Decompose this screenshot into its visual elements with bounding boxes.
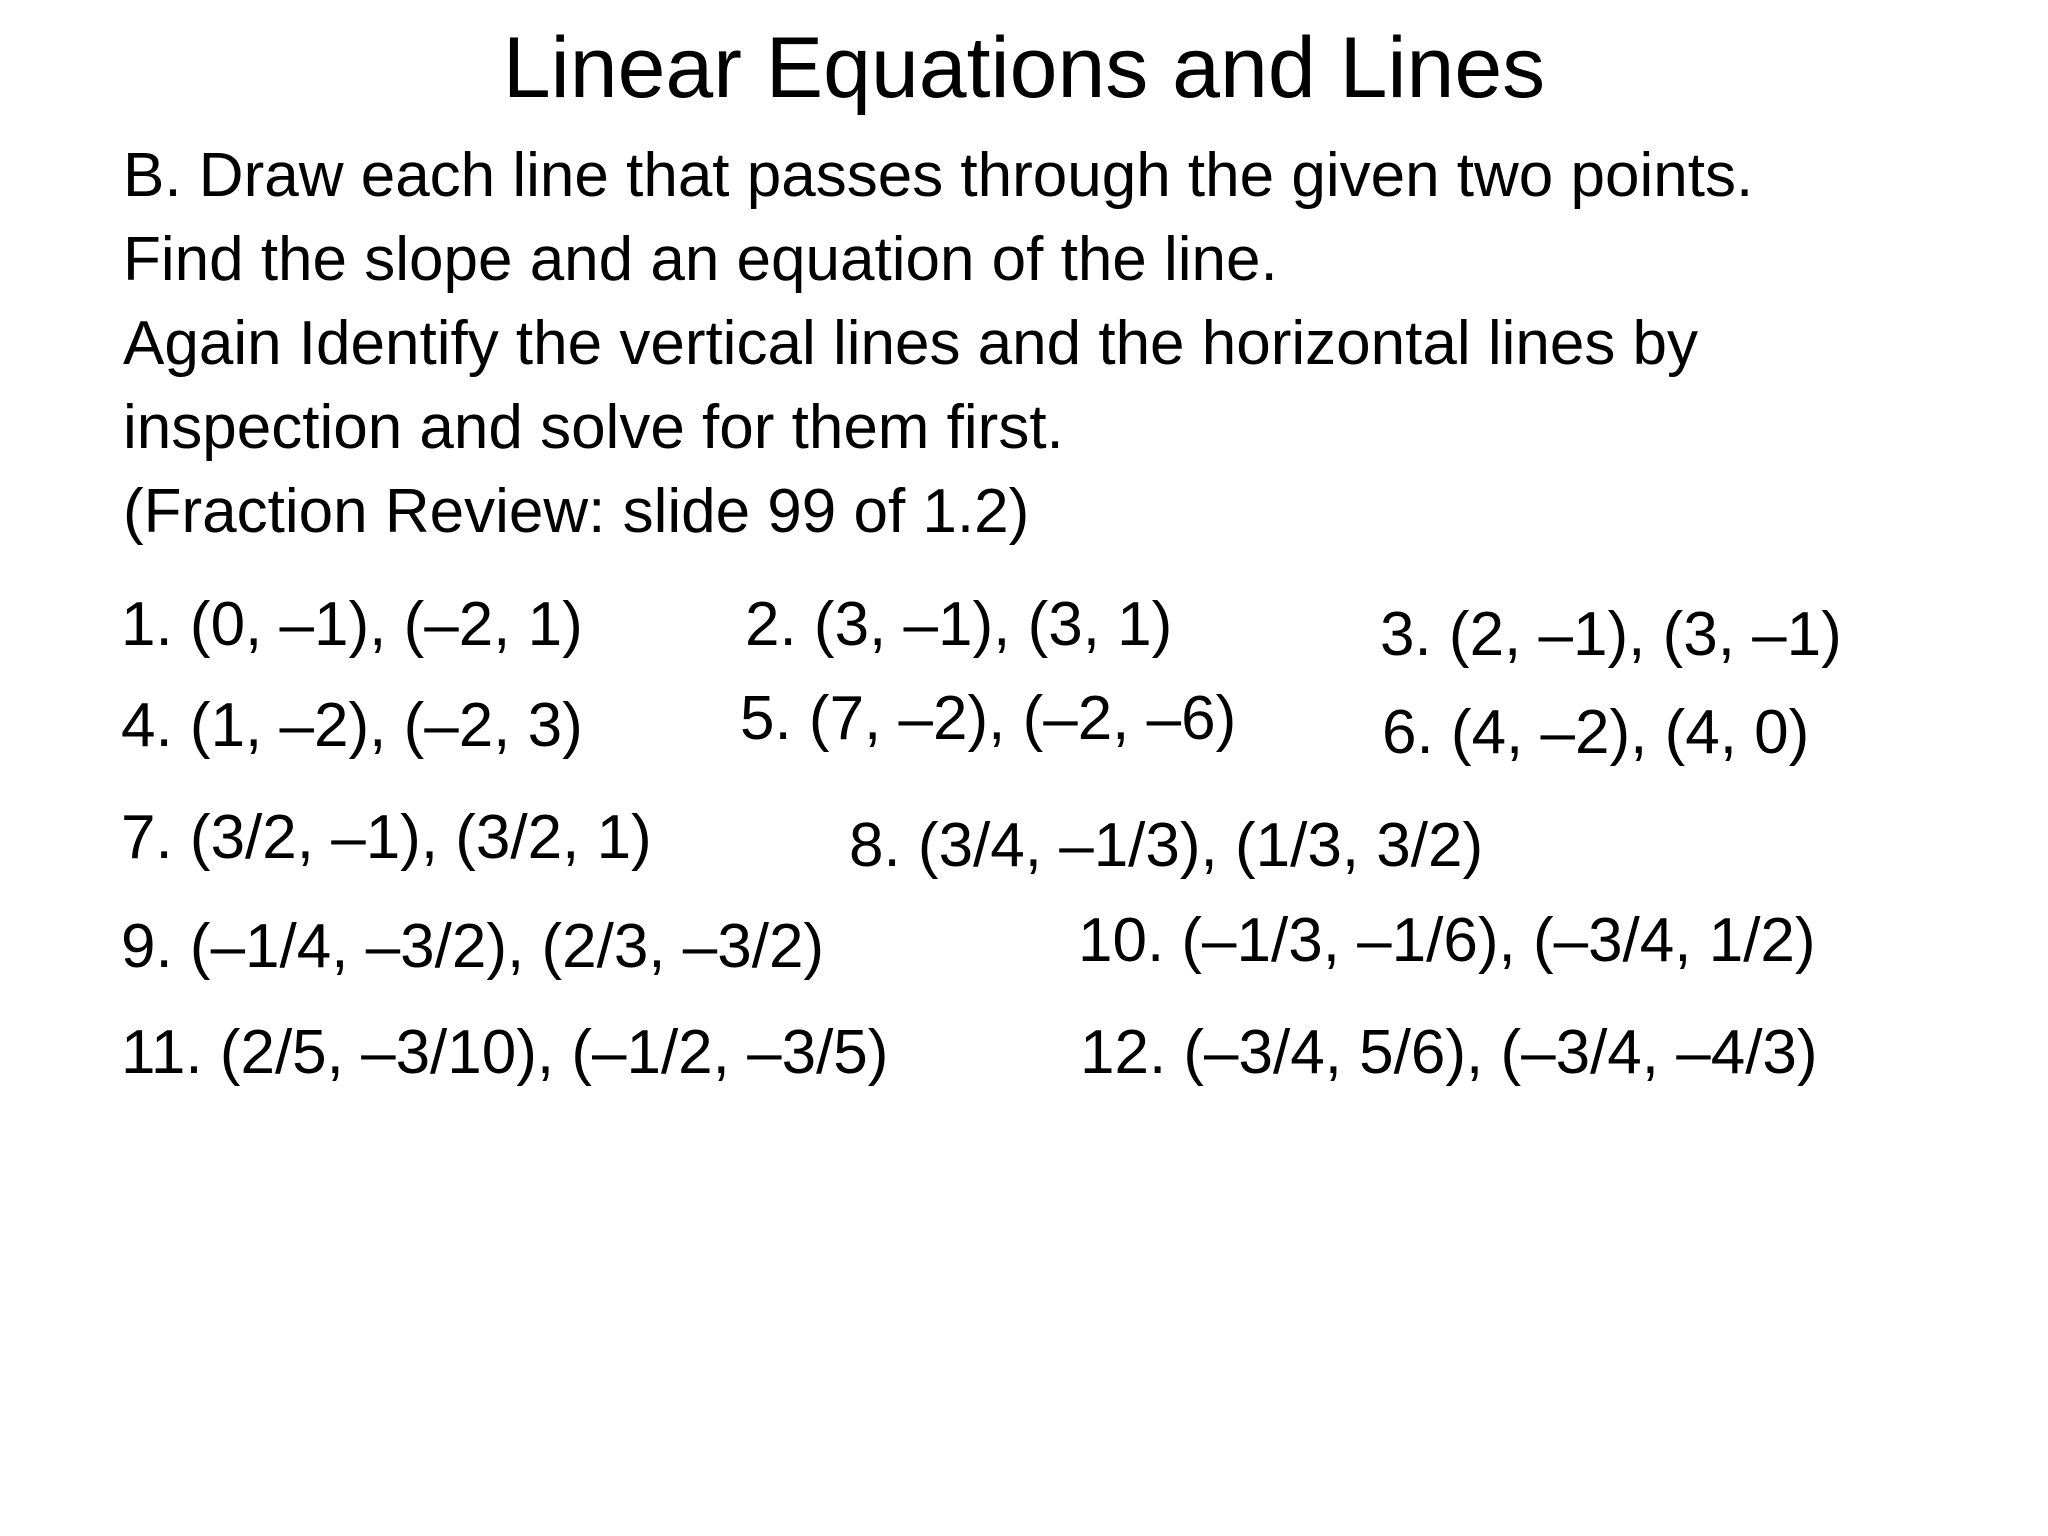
instruction-line: B. Draw each line that passes through the given two points. <box>123 141 1754 210</box>
instruction-line: Again Identify the vertical lines and the horizontal lines by <box>123 309 1699 378</box>
problem-item: 1. (0, –1), (–2, 1) <box>121 590 583 659</box>
problem-item: 2. (3, –1), (3, 1) <box>745 590 1173 659</box>
problem-item: 12. (–3/4, 5/6), (–3/4, –4/3) <box>1080 1018 1818 1087</box>
problem-item: 3. (2, –1), (3, –1) <box>1380 600 1842 669</box>
instructions <box>123 134 2023 554</box>
instruction-line: inspection and solve for them first. <box>123 393 1064 462</box>
problem-item: 9. (–1/4, –3/2), (2/3, –3/2) <box>121 912 825 981</box>
problem-item: 8. (3/4, –1/3), (1/3, 3/2) <box>849 811 1484 880</box>
problem-item: 5. (7, –2), (–2, –6) <box>740 684 1237 753</box>
problem-item: 10. (–1/3, –1/6), (–3/4, 1/2) <box>1078 906 1816 975</box>
problem-item: 6. (4, –2), (4, 0) <box>1382 698 1810 767</box>
problem-item: 11. (2/5, –3/10), (–1/2, –3/5) <box>121 1018 889 1087</box>
problem-item: 7. (3/2, –1), (3/2, 1) <box>121 803 652 872</box>
instruction-line: (Fraction Review: slide 99 of 1.2) <box>123 477 1030 546</box>
slide-title: Linear Equations and Lines <box>502 20 1546 116</box>
problem-item: 4. (1, –2), (–2, 3) <box>121 691 583 760</box>
instruction-line: Find the slope and an equation of the line. <box>123 225 1278 294</box>
